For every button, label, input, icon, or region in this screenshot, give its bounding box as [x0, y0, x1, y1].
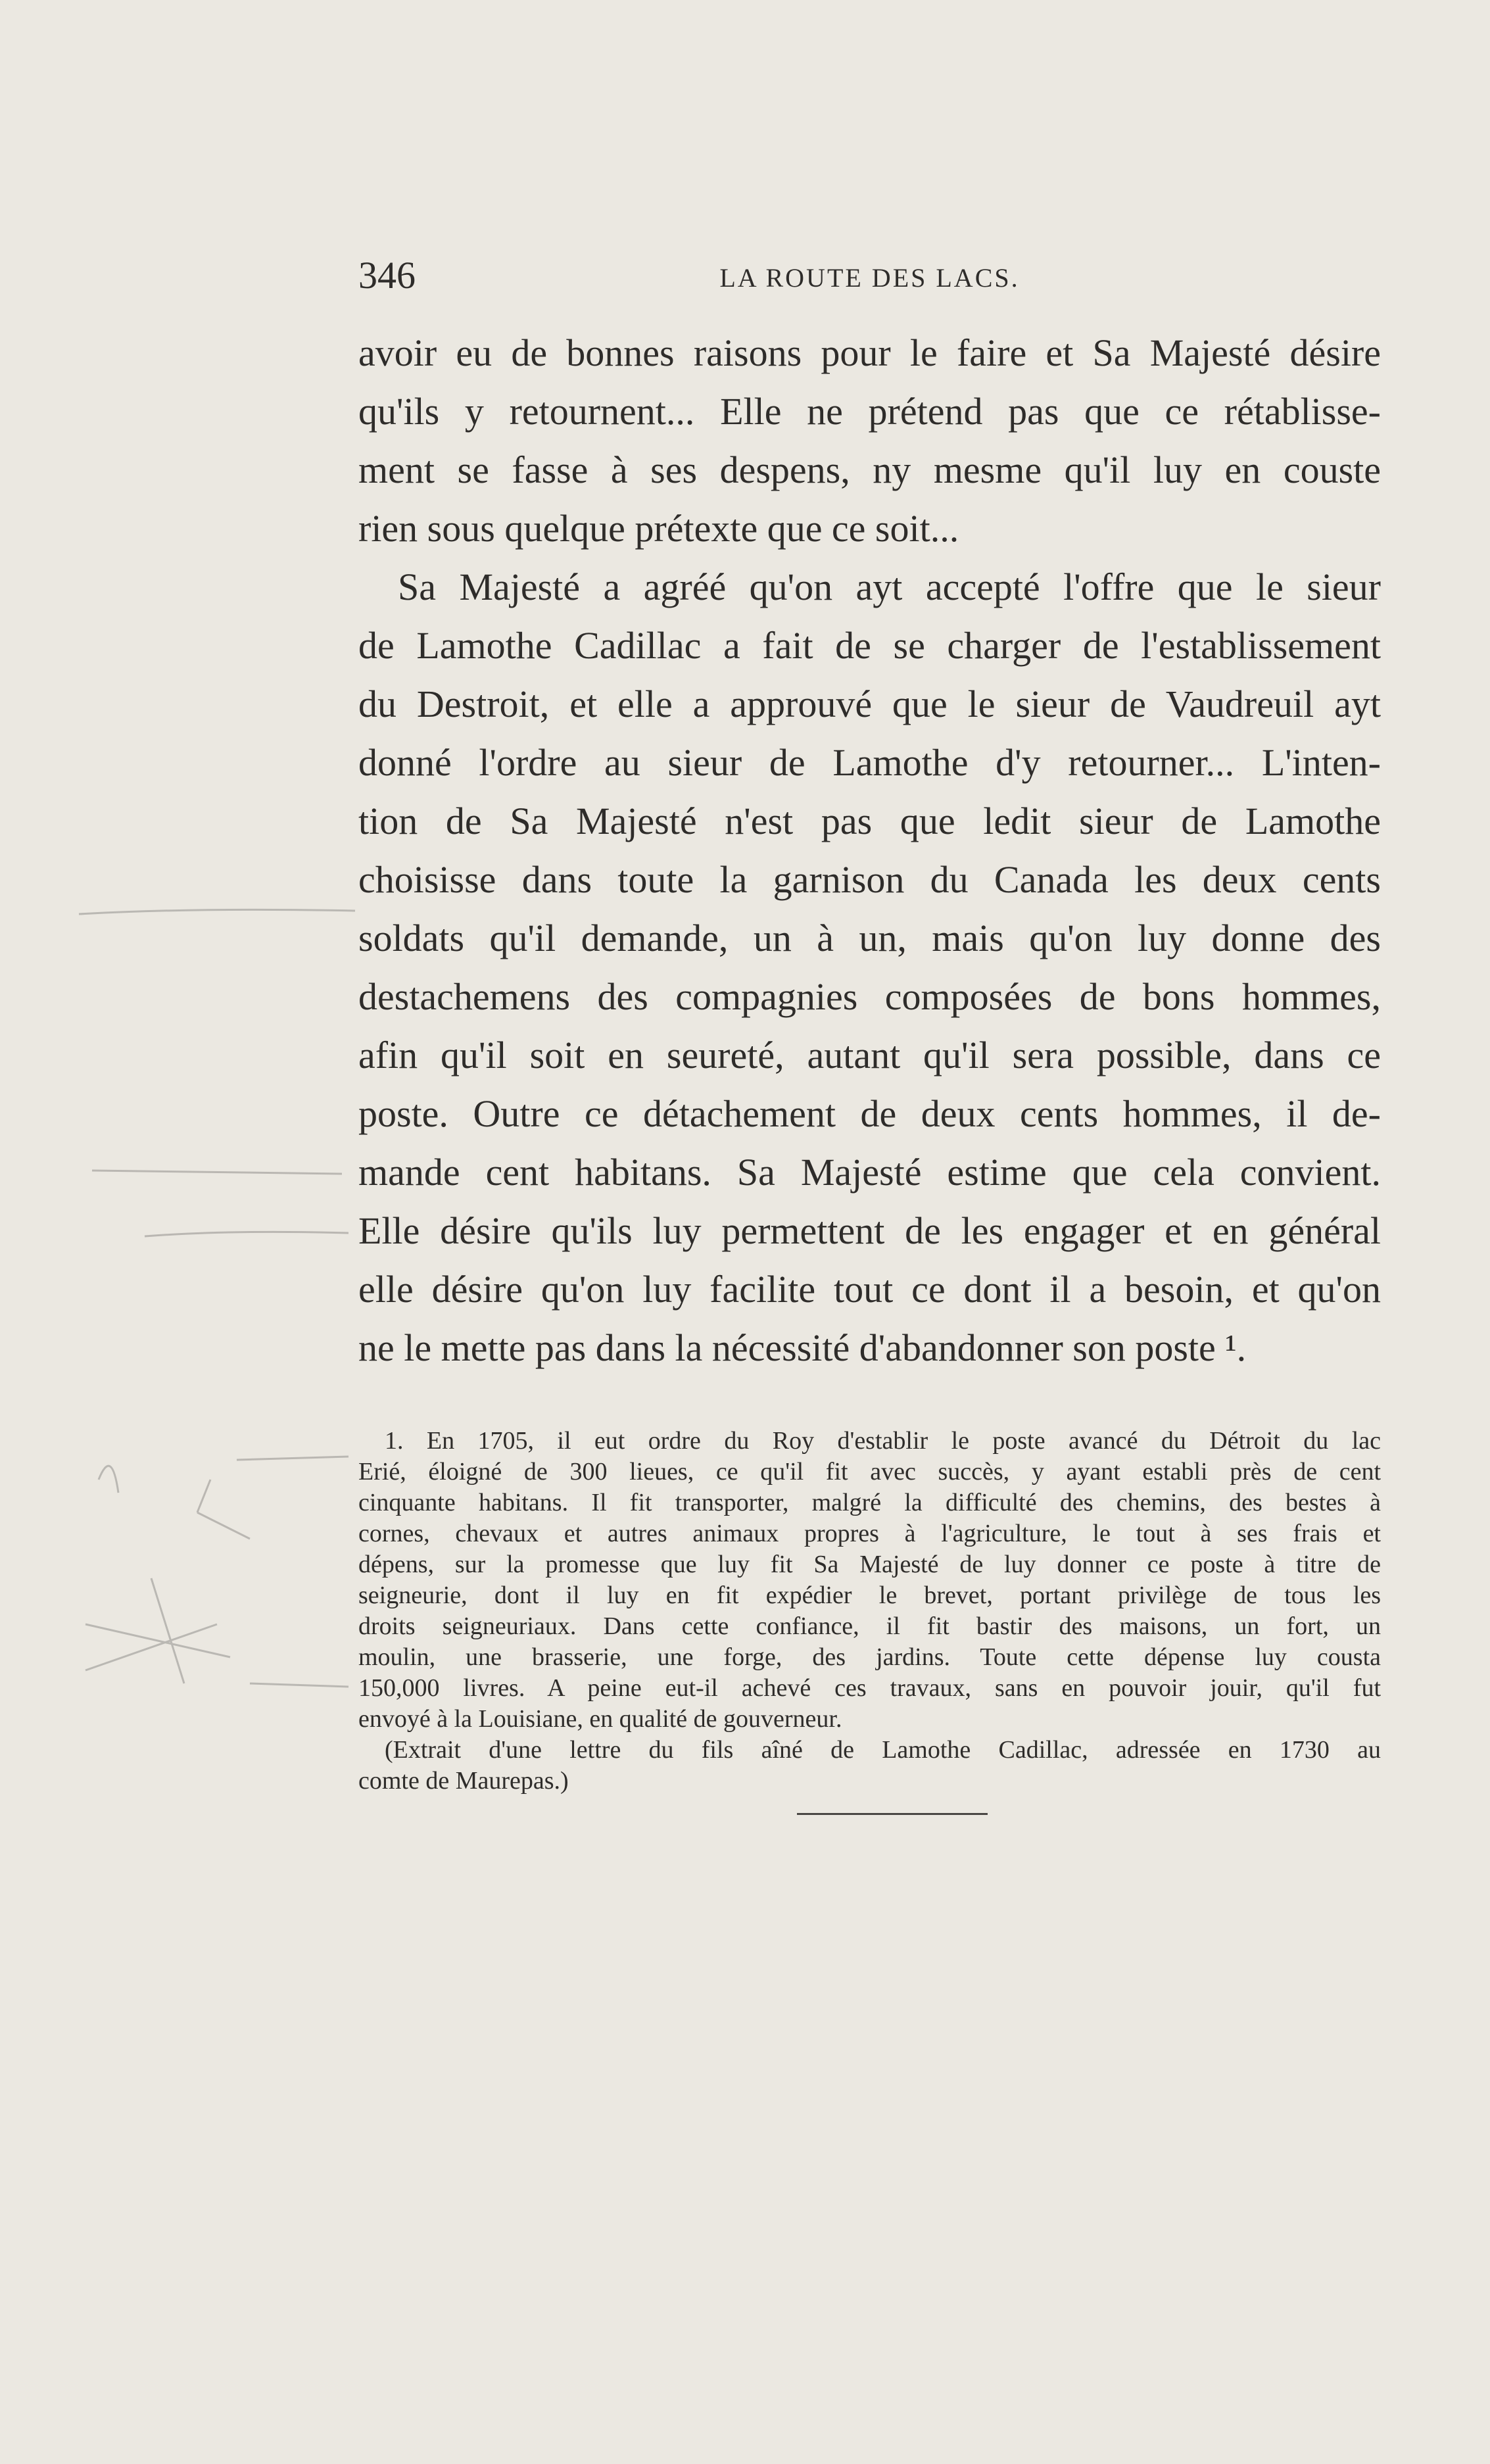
- footnote-line: dépens, sur la promesse que luy fit Sa Majesté de luy donner ce poste à titre de: [358, 1551, 1381, 1578]
- footnote-line: seigneurie, dont il luy en fit expédier le brevet, portant privilège de tous les: [358, 1582, 1381, 1609]
- text-line: destachemens des compagnies composées de bons hommes,: [358, 975, 1381, 1018]
- text-line: du Destroit, et elle a approuvé que le sieur de Vaudreuil ayt: [358, 683, 1381, 725]
- text-line: ment se fasse à ses despens, ny mesme qu'il luy en couste: [358, 448, 1381, 491]
- end-rule: [797, 1813, 988, 1815]
- footnote-line: 150,000 livres. A peine eut-il achevé ces travaux, sans en pouvoir jouir, qu'il fut: [358, 1674, 1381, 1702]
- footnote-line: comte de Maurepas.): [358, 1767, 569, 1795]
- text-line: choisisse dans toute la garnison du Canada les deux cents: [358, 858, 1381, 901]
- text-line: de Lamothe Cadillac a fait de se charger de l'establissement: [358, 624, 1381, 667]
- text-line: tion de Sa Majesté n'est pas que ledit sieur de Lamothe: [358, 800, 1381, 842]
- page-number: 346: [358, 254, 416, 297]
- text-line: Elle désire qu'ils luy permettent de les engager et en général: [358, 1209, 1381, 1252]
- footnote-line: envoyé à la Louisiane, en qualité de gouverneur.: [358, 1705, 842, 1733]
- footnote-line: cinquante habitans. Il fit transporter, malgré la difficulté des chemins, des bestes à: [358, 1489, 1381, 1516]
- text-line: rien sous quelque prétexte que ce soit...: [358, 507, 959, 550]
- text-line: Sa Majesté a agréé qu'on ayt accepté l'offre que le sieur: [398, 566, 1381, 608]
- text-line: donné l'ordre au sieur de Lamothe d'y retourner... L'inten-: [358, 741, 1381, 784]
- footnote-line: moulin, une brasserie, une forge, des jardins. Toute cette dépense luy cousta: [358, 1643, 1381, 1671]
- text-line: afin qu'il soit en seureté, autant qu'il sera possible, dans ce: [358, 1034, 1381, 1076]
- footnote-line: Erié, éloigné de 300 lieues, ce qu'il fit avec succès, y ayant establi près de cent: [358, 1458, 1381, 1486]
- running-title: LA ROUTE DES LACS.: [719, 263, 1020, 293]
- footnote-line: 1. En 1705, il eut ordre du Roy d'establir le poste avancé du Détroit du lac: [385, 1427, 1381, 1455]
- text-line: poste. Outre ce détachement de deux cents hommes, il de-: [358, 1092, 1381, 1135]
- text-line: soldats qu'il demande, un à un, mais qu'on luy donne des: [358, 917, 1381, 959]
- footnote-line: droits seigneuriaux. Dans cette confiance, il fit bastir des maisons, un fort, un: [358, 1612, 1381, 1640]
- text-line: qu'ils y retournent... Elle ne prétend pas que ce rétablisse-: [358, 390, 1381, 433]
- text-line: elle désire qu'on luy facilite tout ce dont il a besoin, et qu'on: [358, 1268, 1381, 1311]
- body-text: [358, 324, 1381, 1377]
- text-line: mande cent habitans. Sa Majesté estime que cela convient.: [358, 1151, 1381, 1194]
- running-header: [358, 253, 1381, 299]
- footnote-line: (Extrait d'une lettre du fils aîné de Lamothe Cadillac, adressée en 1730 au: [385, 1736, 1381, 1764]
- footnotes: [358, 1426, 1381, 1797]
- footnote-line: cornes, chevaux et autres animaux propres à l'agriculture, le tout à ses frais et: [358, 1520, 1381, 1547]
- text-line: avoir eu de bonnes raisons pour le faire et Sa Majesté désire: [358, 331, 1381, 374]
- text-line: ne le mette pas dans la nécessité d'abandonner son poste ¹.: [358, 1326, 1247, 1369]
